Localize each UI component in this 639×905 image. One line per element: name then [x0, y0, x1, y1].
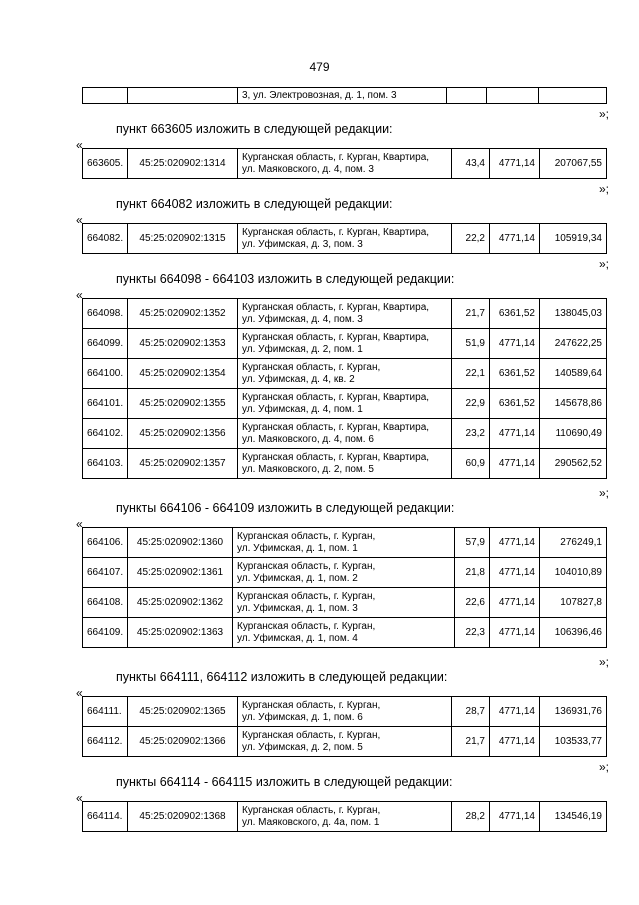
cadastral-number: 45:25:020902:1365: [128, 697, 238, 727]
area-cell: 28,2: [452, 802, 490, 832]
amendment-heading: пункт 664082 изложить в следующей редакции:: [116, 197, 393, 211]
item-number: 664098.: [83, 299, 128, 329]
item-number: 664107.: [83, 558, 128, 588]
amendment-table: [82, 148, 607, 179]
amendment-table: [82, 298, 607, 479]
address-line-2: ул. Уфимская, д. 2, пом. 5: [242, 741, 363, 753]
cost-cell: 106396,46: [540, 618, 607, 648]
address-line-1: Курганская область, г. Курган,: [242, 699, 381, 711]
cadastral-number: 45:25:020902:1362: [128, 588, 233, 618]
address-cell: [233, 558, 455, 588]
address-line-1: Курганская область, г. Курган,: [242, 804, 381, 816]
address-line-1: Курганская область, г. Курган, Квартира,: [242, 391, 430, 403]
price-cell: 4771,14: [490, 449, 540, 479]
address-cell: [238, 329, 452, 359]
address-cell: [238, 697, 452, 727]
cost-cell: 138045,03: [540, 299, 607, 329]
cadastral-number: 45:25:020902:1356: [128, 419, 238, 449]
opening-quote: «: [76, 138, 83, 152]
area-cell: 21,7: [452, 299, 490, 329]
area-cell: 43,4: [452, 149, 490, 179]
price-cell: 4771,14: [490, 618, 540, 648]
amendment-table: [82, 801, 607, 832]
address-cell: [238, 727, 452, 757]
price-cell: 4771,14: [490, 588, 540, 618]
price-cell: 4771,14: [490, 224, 540, 254]
table-row: [83, 727, 607, 757]
address-line-2: ул. Уфимская, д. 4, пом. 1: [242, 403, 363, 415]
cadastral-number: 45:25:020902:1314: [128, 149, 238, 179]
area-cell: 23,2: [452, 419, 490, 449]
address-cell: [238, 449, 452, 479]
area-cell: 57,9: [455, 528, 490, 558]
opening-quote: «: [76, 288, 83, 302]
amendment-table: [82, 527, 607, 648]
area-cell: 22,1: [452, 359, 490, 389]
address-line-1: Курганская область, г. Курган,: [242, 729, 381, 741]
item-number: 664082.: [83, 224, 128, 254]
cost-cell: 103533,77: [540, 727, 607, 757]
cost-cell: 105919,34: [540, 224, 607, 254]
closing-quote: »;: [598, 655, 609, 669]
price-cell: 6361,52: [490, 359, 540, 389]
amendment-table: [82, 223, 607, 254]
area-cell: 22,6: [455, 588, 490, 618]
price-cell: 6361,52: [490, 389, 540, 419]
address-line-2: ул. Уфимская, д. 1, пом. 3: [237, 602, 358, 614]
amendment-heading: пункты 664114 - 664115 изложить в следующей редакции:: [116, 775, 453, 789]
area-cell: 21,7: [452, 727, 490, 757]
item-number: 664099.: [83, 329, 128, 359]
price-cell: 4771,14: [490, 419, 540, 449]
table-row: [83, 802, 607, 832]
opening-quote: «: [76, 213, 83, 227]
item-number: 664103.: [83, 449, 128, 479]
address-line-2: ул. Уфимская, д. 3, пом. 3: [242, 238, 363, 250]
item-number: 664114.: [83, 802, 128, 832]
cadastral-number: 45:25:020902:1355: [128, 389, 238, 419]
address-line-2: ул. Уфимская, д. 1, пом. 4: [237, 632, 358, 644]
cadastral-number: 45:25:020902:1368: [128, 802, 238, 832]
cadastral-number: 45:25:020902:1354: [128, 359, 238, 389]
table-row: [83, 697, 607, 727]
address-line-1: Курганская область, г. Курган,: [237, 530, 376, 542]
item-number: 664108.: [83, 588, 128, 618]
cost-cell: 207067,55: [540, 149, 607, 179]
cost-cell: 290562,52: [540, 449, 607, 479]
table-row: [83, 419, 607, 449]
address-line-1: Курганская область, г. Курган,: [237, 560, 376, 572]
table-row: [83, 588, 607, 618]
address-line-2: ул. Маяковского, д. 2, пом. 5: [242, 463, 374, 475]
table-row: [83, 149, 607, 179]
area-cell: 60,9: [452, 449, 490, 479]
address-cell: [233, 618, 455, 648]
amendment-heading: пункты 664098 - 664103 изложить в следующей редакции:: [116, 272, 455, 286]
closing-quote: »;: [598, 760, 609, 774]
price-cell: 4771,14: [490, 727, 540, 757]
price-cell: 4771,14: [490, 802, 540, 832]
table-row: [83, 528, 607, 558]
price-cell: 4771,14: [490, 149, 540, 179]
cost-cell: 136931,76: [540, 697, 607, 727]
address-line-2: ул. Маяковского, д. 4, пом. 6: [242, 433, 374, 445]
table-row: [83, 449, 607, 479]
item-number: 664101.: [83, 389, 128, 419]
area-cell: 51,9: [452, 329, 490, 359]
opening-quote: «: [76, 517, 83, 531]
table-row: [83, 329, 607, 359]
amendment-table: [82, 696, 607, 757]
closing-quote: »;: [598, 486, 609, 500]
address-line-1: Курганская область, г. Курган,: [237, 620, 376, 632]
cost-cell: 107827,8: [540, 588, 607, 618]
address-line-1: Курганская область, г. Курган, Квартира,: [242, 421, 430, 433]
amendment-heading: пункты 664106 - 664109 изложить в следующей редакции:: [116, 501, 455, 515]
cadastral-number: 45:25:020902:1352: [128, 299, 238, 329]
area-cell: 22,2: [452, 224, 490, 254]
item-number: 664109.: [83, 618, 128, 648]
opening-quote: «: [76, 686, 83, 700]
item-number: 664100.: [83, 359, 128, 389]
price-cell: 6361,52: [490, 299, 540, 329]
area-cell: 22,3: [455, 618, 490, 648]
opening-quote: «: [76, 791, 83, 805]
cadastral-number: 45:25:020902:1360: [128, 528, 233, 558]
address-cell: [238, 149, 452, 179]
table-row: [83, 224, 607, 254]
item-number: 664106.: [83, 528, 128, 558]
cadastral-number: 45:25:020902:1363: [128, 618, 233, 648]
page-number: 479: [309, 60, 330, 74]
area-cell: 21,8: [455, 558, 490, 588]
address-line-1: Курганская область, г. Курган, Квартира,: [242, 151, 430, 163]
address-line-2: ул. Маяковского, д. 4а, пом. 1: [242, 816, 380, 828]
table-row: [83, 359, 607, 389]
price-cell: 4771,14: [490, 329, 540, 359]
cost-cell: 110690,49: [540, 419, 607, 449]
address-cell: [238, 389, 452, 419]
table-row: [83, 88, 607, 104]
table-row: [83, 389, 607, 419]
address-line-2: ул. Уфимская, д. 2, пом. 1: [242, 343, 363, 355]
cadastral-number: 45:25:020902:1366: [128, 727, 238, 757]
table-row: [83, 558, 607, 588]
address-cell: [238, 419, 452, 449]
address-line-1: Курганская область, г. Курган,: [237, 590, 376, 602]
address-line-2: ул. Уфимская, д. 4, кв. 2: [242, 373, 355, 385]
address-line-2: ул. Уфимская, д. 1, пом. 2: [237, 572, 358, 584]
address-line-1: Курганская область, г. Курган, Квартира,: [242, 301, 430, 313]
price-cell: 4771,14: [490, 697, 540, 727]
closing-quote: »;: [598, 107, 609, 121]
address-cell: [238, 359, 452, 389]
price-cell: 4771,14: [490, 528, 540, 558]
item-number: 663605.: [83, 149, 128, 179]
address-cell: [238, 224, 452, 254]
table-row: [83, 618, 607, 648]
address-cell: [233, 588, 455, 618]
address-cell: [233, 528, 455, 558]
cadastral-number: 45:25:020902:1361: [128, 558, 233, 588]
address-cell: 3, ул. Электровозная, д. 1, пом. 3: [238, 88, 447, 104]
cadastral-number: 45:25:020902:1357: [128, 449, 238, 479]
address-line-2: ул. Уфимская, д. 1, пом. 6: [242, 711, 363, 723]
address-cell: [238, 802, 452, 832]
cadastral-number: 45:25:020902:1315: [128, 224, 238, 254]
address-line-1: Курганская область, г. Курган, Квартира,: [242, 331, 430, 343]
table-row: [83, 299, 607, 329]
closing-quote: »;: [598, 257, 609, 271]
item-number: 664102.: [83, 419, 128, 449]
area-cell: 28,7: [452, 697, 490, 727]
address-line-2: ул. Уфимская, д. 4, пом. 3: [242, 313, 363, 325]
cost-cell: 140589,64: [540, 359, 607, 389]
address-line-1: Курганская область, г. Курган, Квартира,: [242, 451, 430, 463]
address-line-1: Курганская область, г. Курган,: [242, 361, 381, 373]
amendment-heading: пункт 663605 изложить в следующей редакции:: [116, 122, 393, 136]
cost-cell: 276249,1: [540, 528, 607, 558]
amendment-heading: пункты 664111, 664112 изложить в следующей редакции:: [116, 670, 448, 684]
address-line-2: ул. Уфимская, д. 1, пом. 1: [237, 542, 358, 554]
address-line-1: Курганская область, г. Курган, Квартира,: [242, 226, 430, 238]
address-cell: [238, 299, 452, 329]
closing-quote: »;: [598, 182, 609, 196]
price-cell: 4771,14: [490, 558, 540, 588]
continuation-table: [82, 87, 607, 104]
address-line-2: ул. Маяковского, д. 4, пом. 3: [242, 163, 374, 175]
cost-cell: 134546,19: [540, 802, 607, 832]
item-number: 664111.: [83, 697, 128, 727]
cadastral-number: 45:25:020902:1353: [128, 329, 238, 359]
cost-cell: 104010,89: [540, 558, 607, 588]
cost-cell: 247622,25: [540, 329, 607, 359]
item-number: 664112.: [83, 727, 128, 757]
area-cell: 22,9: [452, 389, 490, 419]
cost-cell: 145678,86: [540, 389, 607, 419]
